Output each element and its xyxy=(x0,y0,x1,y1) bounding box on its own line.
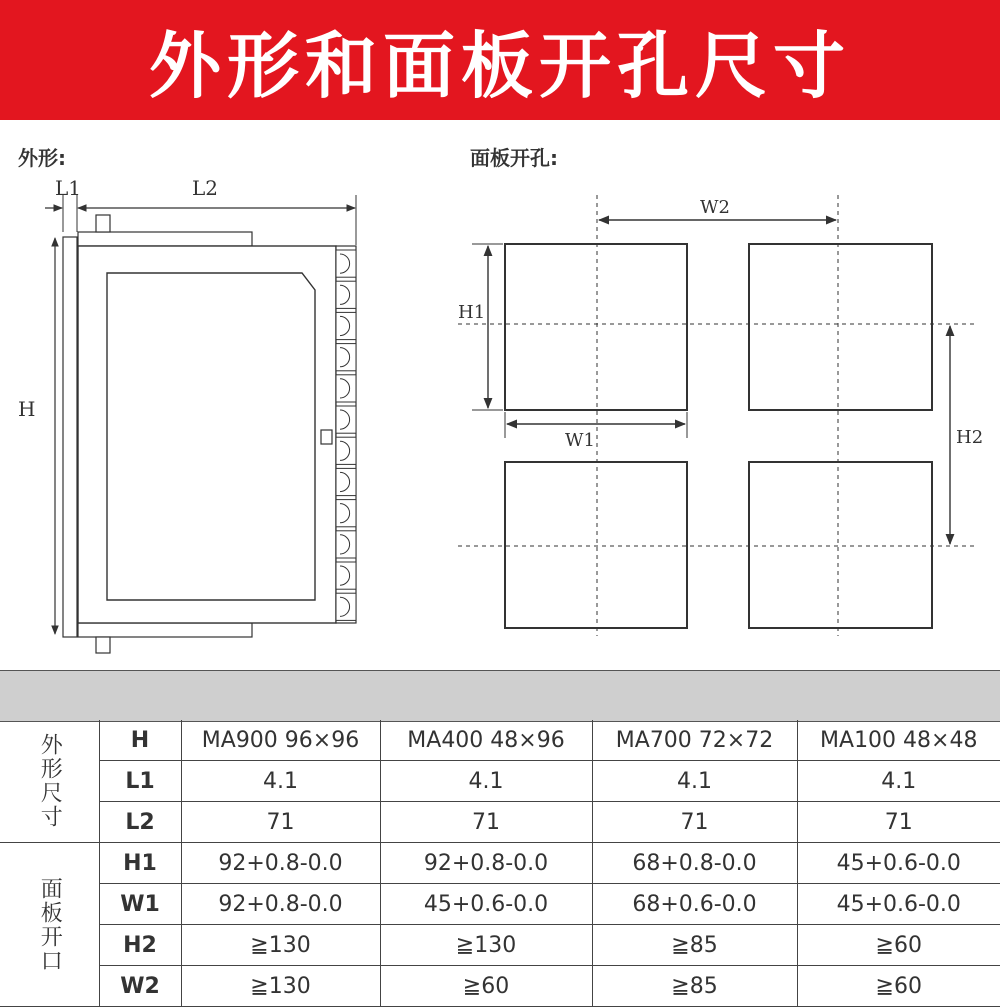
value-cell: 45+0.6-0.0 xyxy=(797,884,1000,925)
value-cell: 92+0.8-0.0 xyxy=(380,843,592,884)
terminal-screw xyxy=(336,531,356,558)
value-cell: 4.1 xyxy=(592,761,797,802)
value-cell: 4.1 xyxy=(181,761,380,802)
table-row xyxy=(0,925,1000,966)
outline-heading: 外形: xyxy=(18,146,66,170)
value-cell: 92+0.8-0.0 xyxy=(181,843,380,884)
group-outline-size: 外形尺寸 xyxy=(0,720,99,843)
value-cell: 71 xyxy=(380,802,592,843)
top-mounting-clip xyxy=(78,232,252,246)
param-cell: H xyxy=(99,720,181,761)
terminal-screw xyxy=(336,437,356,464)
h1-label: H1 xyxy=(458,302,486,323)
top-clip-tab xyxy=(96,215,110,232)
w2-label: W2 xyxy=(700,197,730,218)
param-cell: L1 xyxy=(99,761,181,802)
value-cell: 45+0.6-0.0 xyxy=(380,884,592,925)
side-latch xyxy=(321,430,332,444)
terminal-screw xyxy=(336,406,356,433)
terminal-screw xyxy=(336,281,356,308)
value-cell: 4.1 xyxy=(797,761,1000,802)
value-cell: ≧130 xyxy=(380,925,592,966)
cutout-top-left xyxy=(505,244,687,410)
h2-label: H2 xyxy=(956,427,984,448)
param-cell: H2 xyxy=(99,925,181,966)
dimension-spec-table xyxy=(0,720,1000,1007)
banner-title: 外形和面板开孔尺寸 xyxy=(148,24,851,108)
terminal-screw xyxy=(336,500,356,527)
w1-label: W1 xyxy=(565,430,595,451)
terminal-screw xyxy=(336,468,356,495)
cutout-top-right xyxy=(749,244,932,410)
value-cell: ≧130 xyxy=(181,966,380,1007)
terminal-screw xyxy=(336,312,356,339)
outline-diagram xyxy=(0,165,420,665)
table-row xyxy=(0,884,1000,925)
table-row xyxy=(0,966,1000,1007)
value-cell: 45+0.6-0.0 xyxy=(797,843,1000,884)
cutout-diagram xyxy=(440,180,1000,640)
table-header-band xyxy=(0,670,1000,722)
l2-label: L2 xyxy=(192,176,219,200)
value-cell: ≧60 xyxy=(797,925,1000,966)
table-row xyxy=(0,720,1000,761)
value-cell: 68+0.6-0.0 xyxy=(592,884,797,925)
param-cell: W2 xyxy=(99,966,181,1007)
value-cell: ≧85 xyxy=(592,925,797,966)
l1-label: L1 xyxy=(55,176,82,200)
table-row xyxy=(0,843,1000,884)
value-cell: 71 xyxy=(797,802,1000,843)
value-cell: ≧130 xyxy=(181,925,380,966)
value-cell: MA900 96×96 xyxy=(181,720,380,761)
terminal-screw xyxy=(336,344,356,371)
param-cell: H1 xyxy=(99,843,181,884)
value-cell: ≧85 xyxy=(592,966,797,1007)
terminal-screw xyxy=(336,375,356,402)
value-cell: ≧60 xyxy=(380,966,592,1007)
front-bezel xyxy=(63,237,77,637)
value-cell: 4.1 xyxy=(380,761,592,802)
bottom-clip-tab xyxy=(96,637,110,653)
title-banner xyxy=(0,0,1000,120)
value-cell: MA700 72×72 xyxy=(592,720,797,761)
inner-label-panel xyxy=(107,273,315,600)
cutout-bottom-right xyxy=(749,462,932,628)
cutout-heading: 面板开孔: xyxy=(470,146,558,170)
value-cell: 92+0.8-0.0 xyxy=(181,884,380,925)
terminal-screw xyxy=(336,562,356,589)
param-cell: W1 xyxy=(99,884,181,925)
value-cell: 71 xyxy=(592,802,797,843)
value-cell: ≧60 xyxy=(797,966,1000,1007)
bottom-mounting-clip xyxy=(78,623,252,637)
value-cell: 71 xyxy=(181,802,380,843)
param-cell: L2 xyxy=(99,802,181,843)
value-cell: MA100 48×48 xyxy=(797,720,1000,761)
terminal-screw xyxy=(336,250,356,277)
group-panel-cutout: 面板开口 xyxy=(0,843,99,1007)
table-row xyxy=(0,761,1000,802)
h-label: H xyxy=(18,397,36,421)
value-cell: 68+0.8-0.0 xyxy=(592,843,797,884)
table-row xyxy=(0,802,1000,843)
cutout-bottom-left xyxy=(505,462,687,628)
value-cell: MA400 48×96 xyxy=(380,720,592,761)
terminal-screw xyxy=(336,593,356,620)
